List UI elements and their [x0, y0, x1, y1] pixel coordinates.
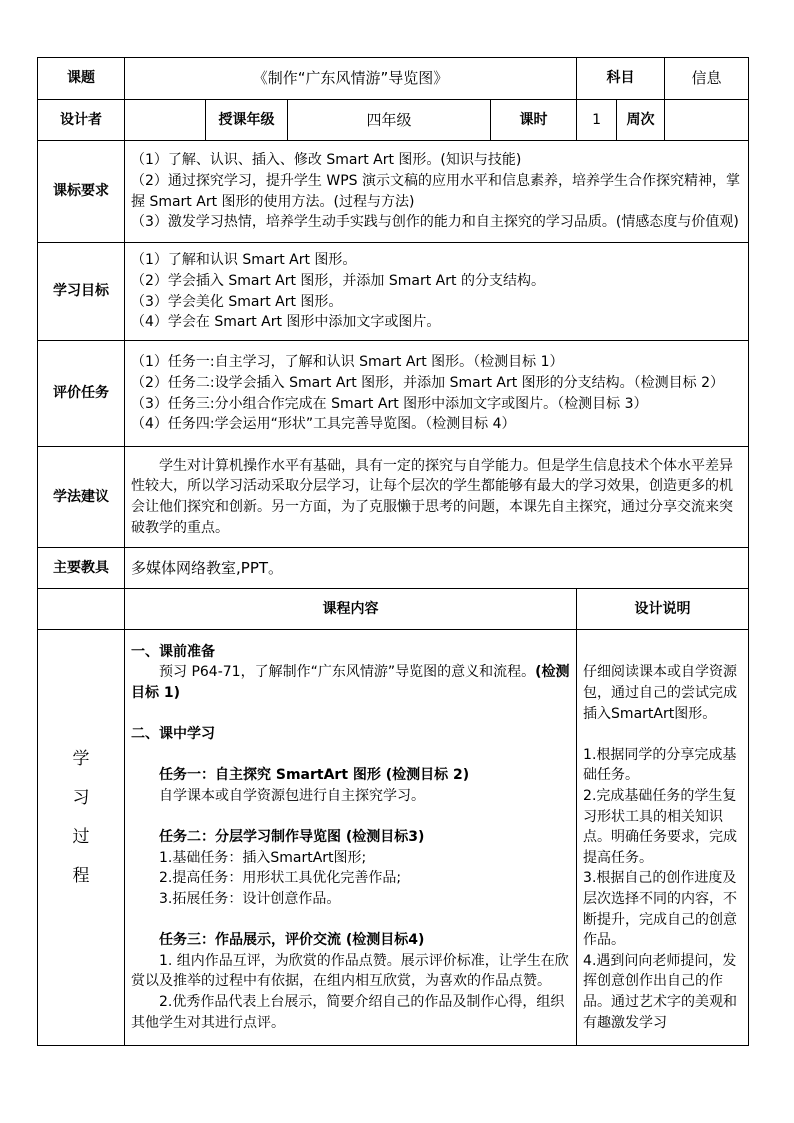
method-label: 学法建议 [38, 447, 125, 548]
task1-text: 自学课本或自学资源包进行自主探究学习。 [159, 788, 425, 805]
side-char-2: 习 [72, 787, 90, 808]
designer-label: 设计者 [38, 100, 125, 141]
designer-value [125, 100, 206, 141]
materials-value: 多媒体网络教室,PPT。 [125, 548, 749, 589]
curriculum-content [125, 141, 749, 243]
row-goals [38, 243, 749, 341]
curriculum-line-2: （2）通过探究学习，提升学生 WPS 演示文稿的应用水平和信息素养，培养学生合作探究精神，掌握 Smart Art 图形的使用方法。(过程与方法) [131, 172, 740, 210]
row-process [38, 630, 749, 1046]
process-side-label [38, 630, 125, 1046]
task3-title: 任务三：作品展示，评价交流 (检测目标4) [159, 932, 425, 949]
period-label: 课时 [491, 100, 577, 141]
curriculum-line-1: （1）了解、认识、插入、修改 Smart Art 图形。(知识与技能) [131, 152, 522, 169]
prep-text-target: (检测目标 1) [131, 664, 570, 702]
goals-content [125, 243, 749, 341]
goals-line-1: （1）了解和认识 Smart Art 图形。 [131, 252, 357, 269]
process-content [125, 630, 577, 1046]
row-materials [38, 548, 749, 589]
topic-label: 课题 [38, 58, 125, 100]
goals-line-4: （4）学会在 Smart Art 图形中添加文字或图片。 [131, 314, 441, 331]
task2-title: 任务二：分层学习制作导览图 (检测目标3) [159, 829, 425, 846]
curriculum-line-3: （3）激发学习热情，培养学生动手实践与创作的能力和自主探究的学习品质。(情感态度与价值观) [131, 214, 739, 231]
assessment-line-3: （3）任务三:分小组合作完成在 Smart Art 图形中添加文字或图片。（检测目标 3） [131, 395, 648, 412]
curriculum-label: 课标要求 [38, 141, 125, 243]
design-notes [577, 630, 749, 1046]
task2-item-3: 3.拓展任务：设计创意作品。 [159, 890, 341, 907]
process-header-blank [38, 589, 125, 630]
design-item-4: 4.遇到问向老师提问，发挥创意创作出自己的作品。通过艺术字的美观和有趣激发学习 [583, 952, 738, 1031]
side-char-3: 过 [72, 826, 90, 847]
design-item-3: 3.根据自己的创作进度及层次选择不同的内容，不断提升，完成自己的创意作品。 [583, 870, 738, 949]
task2-item-1: 1.基础任务：插入SmartArt图形; [159, 849, 367, 866]
side-char-1: 学 [72, 748, 90, 769]
topic-value: 《制作“广东风情游”导览图》 [125, 58, 577, 100]
design-header: 设计说明 [577, 589, 749, 630]
side-char-4: 程 [72, 865, 90, 886]
class-title: 二、课中学习 [131, 726, 215, 743]
method-text: 学生对计算机操作水平有基础，具有一定的探究与自学能力。但是学生信息技术个体水平差异性较大，所以学习活动采取分层学习，让每个层次的学生都能够有最大的学习效果，创造更多的机会让他们探究和创新。另一方面，为了克服懒于思考的问题，本课先自主探究，通过分享交流来突破教学的重点。 [131, 457, 733, 536]
prep-text [131, 662, 570, 703]
row-method [38, 447, 749, 548]
materials-label: 主要教具 [38, 548, 125, 589]
subject-label: 科目 [577, 58, 665, 100]
design-item-2: 2.完成基础任务的学生复习形状工具的相关知识点。明确任务要求，完成提高任务。 [583, 788, 738, 866]
assessment-line-1: （1）任务一:自主学习，了解和认识 Smart Art 图形。（检测目标 1） [131, 354, 564, 371]
assessment-line-4: （4）任务四:学会运用“形状”工具完善导览图。（检测目标 4） [131, 416, 516, 433]
task3-paragraph-2: 2.优秀作品代表上台展示，简要介绍自己的作品及制作心得，组织其他学生对其进行点评。 [131, 993, 565, 1031]
task3-paragraph-1: 1. 组内作品互评，为欣赏的作品点赞。展示评价标准，让学生在欣赏以及推举的过程中有依据，在组内相互欣赏，为喜欢的作品点赞。 [131, 952, 569, 990]
week-value [665, 100, 749, 141]
assessment-label: 评价任务 [38, 341, 125, 447]
row-process-header [38, 589, 749, 630]
row-topic [38, 58, 749, 100]
row-designer [38, 100, 749, 141]
assessment-line-2: （2）任务二:设学会插入 Smart Art 图形，并添加 Smart Art 图形的分支结构。（检测目标 2） [131, 374, 725, 391]
task2-item-2: 2.提高任务：用形状工具优化完善作品; [159, 870, 402, 887]
assessment-content [125, 341, 749, 447]
week-label: 周次 [617, 100, 665, 141]
period-value: 1 [577, 100, 617, 141]
design-intro: 仔细阅读课本或自学资源包，通过自己的尝试完成插入SmartArt图形。 [583, 664, 738, 722]
goals-label: 学习目标 [38, 243, 125, 341]
goals-line-3: （3）学会美化 Smart Art 图形。 [131, 293, 343, 310]
content-header: 课程内容 [125, 589, 577, 630]
prep-text-main: 预习 P64-71，了解制作“广东风情游”导览图的意义和流程。 [159, 664, 536, 681]
row-assessment [38, 341, 749, 447]
row-curriculum [38, 141, 749, 243]
grade-label: 授课年级 [206, 100, 288, 141]
subject-value: 信息 [665, 58, 749, 100]
goals-line-2: （2）学会插入 Smart Art 图形，并添加 Smart Art 的分支结构。 [131, 272, 545, 289]
prep-title: 一、课前准备 [131, 643, 215, 660]
lesson-plan-table [37, 57, 749, 1046]
task1-title: 任务一：自主探究 SmartArt 图形 (检测目标 2) [159, 767, 470, 784]
design-item-1: 1.根据同学的分享完成基础任务。 [583, 746, 737, 784]
method-content [125, 447, 749, 548]
grade-value: 四年级 [288, 100, 491, 141]
